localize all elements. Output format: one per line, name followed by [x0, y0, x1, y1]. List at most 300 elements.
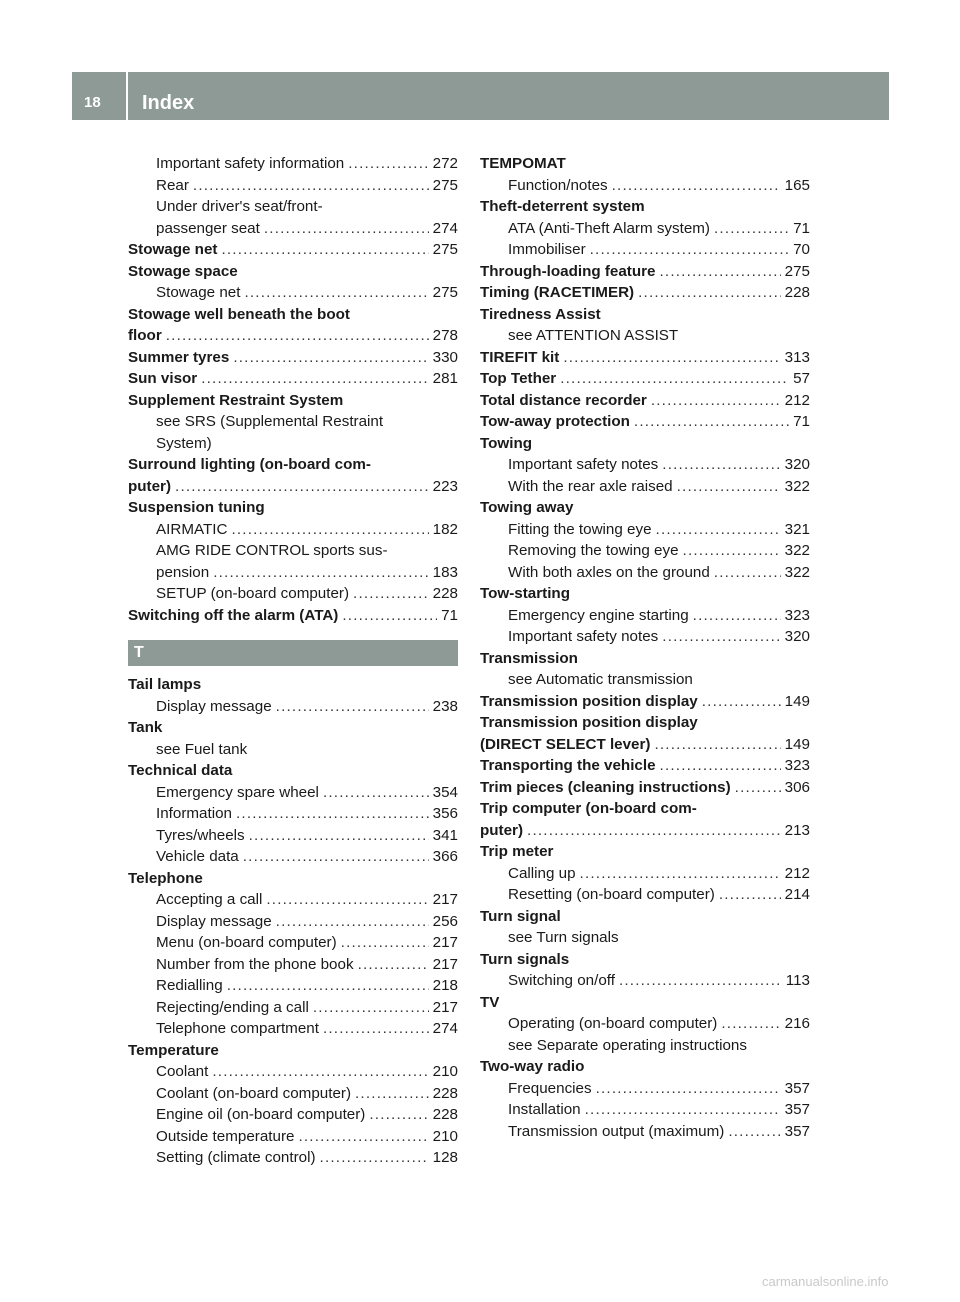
- entry-page-number: 354: [432, 783, 458, 801]
- entry-text: Frequencies: [508, 1079, 592, 1097]
- entry-text: Trim pieces (cleaning instructions): [480, 778, 731, 796]
- entry-text: Rear: [156, 176, 189, 194]
- entry-text: Stowage net: [156, 284, 241, 301]
- page-number: 18: [84, 94, 101, 111]
- index-column-left: [128, 153, 458, 1169]
- index-entry: [128, 803, 458, 825]
- entry-page-number: 71: [793, 413, 810, 430]
- index-entry: [480, 1099, 810, 1121]
- leader-dots: [323, 1018, 429, 1040]
- leader-dots: [298, 1126, 428, 1148]
- entry-text: Turn signal: [480, 907, 561, 925]
- entry-text: Total distance recorder: [480, 391, 647, 409]
- entry-text: With both axles on the ground: [508, 563, 710, 581]
- entry-text: Accepting a call: [156, 891, 263, 908]
- index-entry-heading: [480, 841, 810, 863]
- leader-dots: [355, 1083, 429, 1105]
- entry-text: Transmission output (maximum): [508, 1122, 725, 1140]
- index-entry: [480, 884, 810, 906]
- entry-text: Emergency spare wheel: [156, 783, 319, 801]
- leader-dots: [702, 691, 781, 713]
- index-entry-heading: [128, 476, 458, 498]
- index-entry: [480, 325, 810, 347]
- index-entry-heading: [128, 454, 458, 476]
- index-entry: [128, 782, 458, 804]
- index-entry: [480, 669, 810, 691]
- entry-text: Technical data: [128, 762, 233, 779]
- entry-page-number: 149: [784, 735, 810, 753]
- entry-text: passenger seat: [156, 219, 260, 237]
- entry-page-number: 182: [432, 520, 458, 538]
- index-entry: [480, 562, 810, 584]
- leader-dots: [654, 734, 780, 756]
- entry-text: Supplement Restraint System: [128, 391, 344, 409]
- entry-page-number: 217: [432, 998, 458, 1016]
- leader-dots: [236, 803, 429, 825]
- entry-text: Transporting the vehicle: [480, 757, 656, 774]
- entry-page-number: 323: [784, 606, 810, 624]
- entry-text: Engine oil (on-board computer): [156, 1106, 366, 1123]
- index-entry: [128, 1104, 458, 1126]
- entry-text: Calling up: [508, 864, 576, 882]
- entry-page-number: 218: [432, 977, 458, 994]
- entry-text: Resetting (on-board computer): [508, 886, 715, 903]
- entry-text: Important safety information: [156, 155, 345, 172]
- index-entry: [128, 1126, 458, 1148]
- leader-dots: [320, 1147, 429, 1169]
- entry-page-number: 165: [784, 176, 810, 194]
- entry-text: Transmission position display: [480, 714, 698, 731]
- entry-text: see Automatic transmission: [508, 671, 693, 688]
- index-entry: [480, 476, 810, 498]
- entry-text: Tyres/wheels: [156, 826, 245, 844]
- leader-dots: [266, 889, 428, 911]
- entry-page-number: 306: [784, 778, 810, 796]
- entry-page-number: 183: [432, 563, 458, 581]
- entry-page-number: 70: [793, 241, 810, 258]
- index-entry: [128, 540, 458, 562]
- header-divider: [126, 72, 128, 120]
- leader-dots: [166, 325, 429, 347]
- index-entry-heading: [480, 583, 810, 605]
- leader-dots: [585, 1099, 781, 1121]
- index-entry-heading: [128, 347, 458, 369]
- entry-text: Information: [156, 805, 232, 822]
- index-entry: [480, 1013, 810, 1035]
- index-entry: [480, 863, 810, 885]
- entry-page-number: 210: [432, 1127, 458, 1145]
- index-entry-heading: [480, 691, 810, 713]
- index-entry: [480, 175, 810, 197]
- entry-text: Display message: [156, 912, 272, 930]
- leader-dots: [728, 1121, 780, 1143]
- entry-text: Important safety notes: [508, 628, 659, 645]
- entry-text: Menu (on-board computer): [156, 934, 337, 951]
- entry-page-number: 113: [785, 972, 810, 989]
- leader-dots: [735, 777, 781, 799]
- index-entry: [128, 411, 458, 433]
- entry-page-number: 278: [432, 327, 458, 344]
- entry-page-number: 321: [784, 520, 810, 538]
- index-entry: [128, 1061, 458, 1083]
- index-entry-heading: [480, 798, 810, 820]
- entry-page-number: 320: [784, 628, 810, 645]
- entry-text: Telephone compartment: [156, 1020, 319, 1037]
- index-entry: [128, 932, 458, 954]
- index-entry-heading: [128, 674, 458, 696]
- index-entry-heading: [128, 605, 458, 627]
- index-entry: [128, 1083, 458, 1105]
- entry-text: Tiredness Assist: [480, 305, 601, 323]
- index-entry: [128, 825, 458, 847]
- entry-page-number: 323: [784, 757, 810, 774]
- index-entry: [128, 889, 458, 911]
- entry-text: Removing the towing eye: [508, 542, 679, 559]
- leader-dots: [677, 476, 781, 498]
- entry-page-number: 228: [432, 1084, 458, 1102]
- index-entry: [128, 153, 458, 175]
- entry-page-number: 330: [432, 348, 458, 366]
- entry-text: floor: [128, 327, 162, 344]
- leader-dots: [662, 454, 780, 476]
- leader-dots: [358, 954, 429, 976]
- entry-page-number: 356: [432, 805, 458, 822]
- index-entry-heading: [480, 282, 810, 304]
- entry-page-number: 281: [432, 370, 458, 387]
- leader-dots: [662, 626, 780, 648]
- entry-text: see SRS (Supplemental Restraint: [156, 413, 384, 430]
- index-entry-heading: [128, 304, 458, 326]
- entry-text: AMG RIDE CONTROL sports sus-: [156, 542, 388, 559]
- entry-page-number: 212: [784, 391, 810, 409]
- index-entry-heading: [128, 868, 458, 890]
- entry-text: Display message: [156, 697, 272, 715]
- index-entry: [480, 970, 810, 992]
- leader-dots: [221, 239, 428, 261]
- index-entry-heading: [480, 949, 810, 971]
- entry-page-number: 217: [432, 934, 458, 951]
- entry-text: Coolant (on-board computer): [156, 1084, 352, 1102]
- index-entry-heading: [480, 433, 810, 455]
- entry-page-number: 256: [432, 912, 458, 930]
- leader-dots: [580, 863, 781, 885]
- leader-dots: [341, 932, 429, 954]
- leader-dots: [651, 390, 781, 412]
- index-entry-heading: [128, 497, 458, 519]
- index-column-right: [480, 153, 810, 1142]
- index-entry-heading: [480, 992, 810, 1014]
- index-entry: [128, 739, 458, 761]
- entry-page-number: 320: [784, 456, 810, 473]
- leader-dots: [175, 476, 429, 498]
- entry-text: Two-way radio: [480, 1058, 585, 1075]
- leader-dots: [634, 411, 789, 433]
- entry-page-number: 341: [432, 826, 458, 844]
- leader-dots: [660, 261, 781, 283]
- index-list-right: [480, 153, 810, 1142]
- index-entry-heading: [128, 390, 458, 412]
- entry-page-number: 217: [432, 891, 458, 908]
- index-entry-heading: [128, 760, 458, 782]
- entry-text: Temperature: [128, 1041, 219, 1059]
- index-entry: [480, 626, 810, 648]
- entry-text: Switching on/off: [508, 972, 615, 989]
- index-entry: [480, 519, 810, 541]
- entry-text: Through-loading feature: [480, 262, 656, 280]
- leader-dots: [560, 368, 789, 390]
- entry-page-number: 357: [784, 1122, 810, 1140]
- entry-text: Stowage net: [128, 241, 218, 258]
- entry-page-number: 71: [441, 606, 458, 624]
- leader-dots: [353, 583, 429, 605]
- leader-dots: [719, 884, 781, 906]
- entry-text: Telephone: [128, 869, 203, 887]
- leader-dots: [193, 175, 429, 197]
- index-entry: [128, 282, 458, 304]
- leader-dots: [201, 368, 428, 390]
- leader-dots: [348, 153, 428, 175]
- entry-page-number: 357: [784, 1101, 810, 1118]
- index-entry-heading: [480, 734, 810, 756]
- entry-page-number: 274: [432, 1020, 458, 1037]
- leader-dots: [590, 239, 789, 261]
- entry-page-number: 214: [784, 886, 810, 903]
- entry-text: Setting (climate control): [156, 1149, 316, 1166]
- entry-page-number: 228: [432, 585, 458, 602]
- entry-page-number: 313: [784, 348, 810, 366]
- index-entry: [128, 562, 458, 584]
- entry-text: System): [156, 434, 212, 452]
- entry-text: Number from the phone book: [156, 955, 354, 973]
- entry-page-number: 216: [784, 1015, 810, 1032]
- entry-page-number: 322: [784, 563, 810, 581]
- index-entry-heading: [480, 1056, 810, 1078]
- entry-text: Coolant: [156, 1063, 209, 1080]
- entry-page-number: 366: [432, 848, 458, 865]
- index-entry-heading: [480, 777, 810, 799]
- entry-page-number: 57: [793, 370, 810, 387]
- entry-page-number: 212: [784, 864, 810, 882]
- entry-page-number: 322: [784, 542, 810, 559]
- entry-text: Switching off the alarm (ATA): [128, 606, 339, 624]
- entry-text: puter): [480, 821, 524, 839]
- entry-text: Emergency engine starting: [508, 606, 689, 624]
- index-entry: [128, 1147, 458, 1169]
- index-entry: [128, 583, 458, 605]
- index-entry-heading: [128, 261, 458, 283]
- entry-page-number: 71: [793, 219, 810, 237]
- leader-dots: [527, 820, 781, 842]
- leader-dots: [233, 347, 428, 369]
- entry-text: Transmission position display: [480, 692, 698, 710]
- leader-dots: [313, 997, 429, 1019]
- entry-text: Immobiliser: [508, 241, 586, 258]
- entry-text: Function/notes: [508, 176, 608, 194]
- leader-dots: [342, 605, 437, 627]
- index-entry: [480, 239, 810, 261]
- leader-dots: [714, 218, 789, 240]
- entry-page-number: 357: [784, 1079, 810, 1097]
- leader-dots: [231, 519, 428, 541]
- entry-text: Tow-away protection: [480, 413, 630, 430]
- entry-text: Important safety notes: [508, 456, 659, 473]
- entry-text: Rejecting/ending a call: [156, 998, 309, 1016]
- entry-text: Trip meter: [480, 843, 554, 860]
- entry-text: see Fuel tank: [156, 740, 248, 758]
- entry-text: TIREFIT kit: [480, 348, 560, 366]
- leader-dots: [249, 825, 429, 847]
- entry-text: Tow-starting: [480, 585, 570, 602]
- section-letter-bar: T: [128, 640, 458, 666]
- leader-dots: [612, 175, 781, 197]
- index-entry: [128, 696, 458, 718]
- index-entry: [480, 540, 810, 562]
- index-entry: [128, 997, 458, 1019]
- entry-page-number: 228: [784, 284, 810, 301]
- index-entry-heading: [480, 411, 810, 433]
- leader-dots: [264, 218, 429, 240]
- index-list-left-top: [128, 153, 458, 626]
- leader-dots: [213, 562, 428, 584]
- entry-text: With the rear axle raised: [508, 477, 673, 495]
- index-entry: [128, 975, 458, 997]
- index-entry: [128, 911, 458, 933]
- leader-dots: [714, 562, 781, 584]
- index-entry-heading: [480, 648, 810, 670]
- entry-page-number: 223: [432, 477, 458, 495]
- index-entry-heading: [128, 1040, 458, 1062]
- index-entry: [480, 218, 810, 240]
- index-entry: [128, 175, 458, 197]
- leader-dots: [244, 282, 428, 304]
- index-entry-heading: [480, 820, 810, 842]
- index-entry-heading: [480, 153, 810, 175]
- entry-text: Transmission: [480, 649, 578, 667]
- leader-dots: [693, 605, 781, 627]
- entry-text: Timing (RACETIMER): [480, 284, 635, 301]
- index-list-left-bottom: [128, 674, 458, 1169]
- entry-text: Stowage space: [128, 262, 238, 280]
- leader-dots: [660, 755, 781, 777]
- index-entry: [480, 605, 810, 627]
- entry-page-number: 149: [784, 692, 810, 710]
- index-entry-heading: [128, 325, 458, 347]
- entry-page-number: 272: [432, 155, 458, 172]
- page-header: [72, 72, 889, 120]
- index-entry-heading: [128, 717, 458, 739]
- leader-dots: [323, 782, 429, 804]
- entry-page-number: 217: [432, 955, 458, 973]
- entry-text: AIRMATIC: [156, 520, 228, 538]
- index-entry-heading: [480, 196, 810, 218]
- index-entry: [480, 927, 810, 949]
- index-entry: [480, 454, 810, 476]
- leader-dots: [656, 519, 781, 541]
- entry-text: TEMPOMAT: [480, 155, 566, 172]
- entry-text: see Separate operating instructions: [508, 1036, 747, 1054]
- watermark: carmanualsonline.info: [762, 1274, 889, 1289]
- entry-text: Trip computer (on-board com-: [480, 800, 697, 817]
- entry-page-number: 128: [432, 1149, 458, 1166]
- entry-page-number: 275: [432, 176, 458, 194]
- entry-text: Summer tyres: [128, 348, 230, 366]
- entry-page-number: 238: [432, 697, 458, 715]
- leader-dots: [619, 970, 782, 992]
- index-entry-heading: [128, 239, 458, 261]
- entry-text: TV: [480, 993, 500, 1011]
- leader-dots: [721, 1013, 780, 1035]
- leader-dots: [276, 696, 429, 718]
- leader-dots: [638, 282, 781, 304]
- index-entry: [480, 1035, 810, 1057]
- index-entry: [128, 1018, 458, 1040]
- entry-text: see ATTENTION ASSIST: [508, 327, 679, 344]
- entry-text: Turn signals: [480, 950, 570, 968]
- entry-text: Vehicle data: [156, 848, 239, 865]
- entry-page-number: 275: [432, 241, 458, 258]
- entry-text: Top Tether: [480, 370, 557, 387]
- entry-page-number: 274: [432, 219, 458, 237]
- entry-text: ATA (Anti-Theft Alarm system): [508, 219, 710, 237]
- index-entry: [480, 1121, 810, 1143]
- index-entry-heading: [480, 368, 810, 390]
- entry-text: Towing away: [480, 499, 574, 516]
- index-entry: [128, 954, 458, 976]
- entry-page-number: 228: [432, 1106, 458, 1123]
- leader-dots: [212, 1061, 428, 1083]
- entry-text: Theft-deterrent system: [480, 198, 645, 215]
- entry-text: Surround lighting (on-board com-: [128, 456, 371, 473]
- page-title: Index: [142, 92, 195, 114]
- entry-text: Outside temperature: [156, 1127, 295, 1145]
- entry-text: Fitting the towing eye: [508, 520, 652, 538]
- index-entry-heading: [128, 368, 458, 390]
- entry-text: puter): [128, 477, 172, 495]
- index-entry-heading: [480, 712, 810, 734]
- index-entry: [128, 196, 458, 218]
- entry-text: Suspension tuning: [128, 499, 265, 516]
- entry-text: Stowage well beneath the boot: [128, 305, 350, 323]
- index-entry-heading: [480, 906, 810, 928]
- entry-text: Installation: [508, 1101, 581, 1118]
- entry-text: SETUP (on-board computer): [156, 585, 350, 602]
- entry-text: Operating (on-board computer): [508, 1015, 718, 1032]
- index-entry: [480, 1078, 810, 1100]
- leader-dots: [243, 846, 429, 868]
- index-entry-heading: [480, 497, 810, 519]
- entry-text: (DIRECT SELECT lever): [480, 735, 651, 753]
- entry-page-number: 210: [432, 1063, 458, 1080]
- index-entry-heading: [480, 261, 810, 283]
- leader-dots: [563, 347, 780, 369]
- entry-text: Under driver's seat/front-: [156, 198, 323, 215]
- entry-text: Sun visor: [128, 370, 198, 387]
- leader-dots: [276, 911, 429, 933]
- index-entry-heading: [480, 390, 810, 412]
- index-entry: [128, 519, 458, 541]
- entry-page-number: 322: [784, 477, 810, 495]
- entry-text: pension: [156, 563, 210, 581]
- index-entry-heading: [480, 347, 810, 369]
- index-entry: [128, 218, 458, 240]
- index-entry: [128, 846, 458, 868]
- entry-text: Redialling: [156, 977, 223, 994]
- leader-dots: [227, 975, 429, 997]
- leader-dots: [683, 540, 781, 562]
- entry-text: Tank: [128, 719, 163, 736]
- entry-page-number: 275: [784, 262, 810, 280]
- entry-text: see Turn signals: [508, 929, 619, 946]
